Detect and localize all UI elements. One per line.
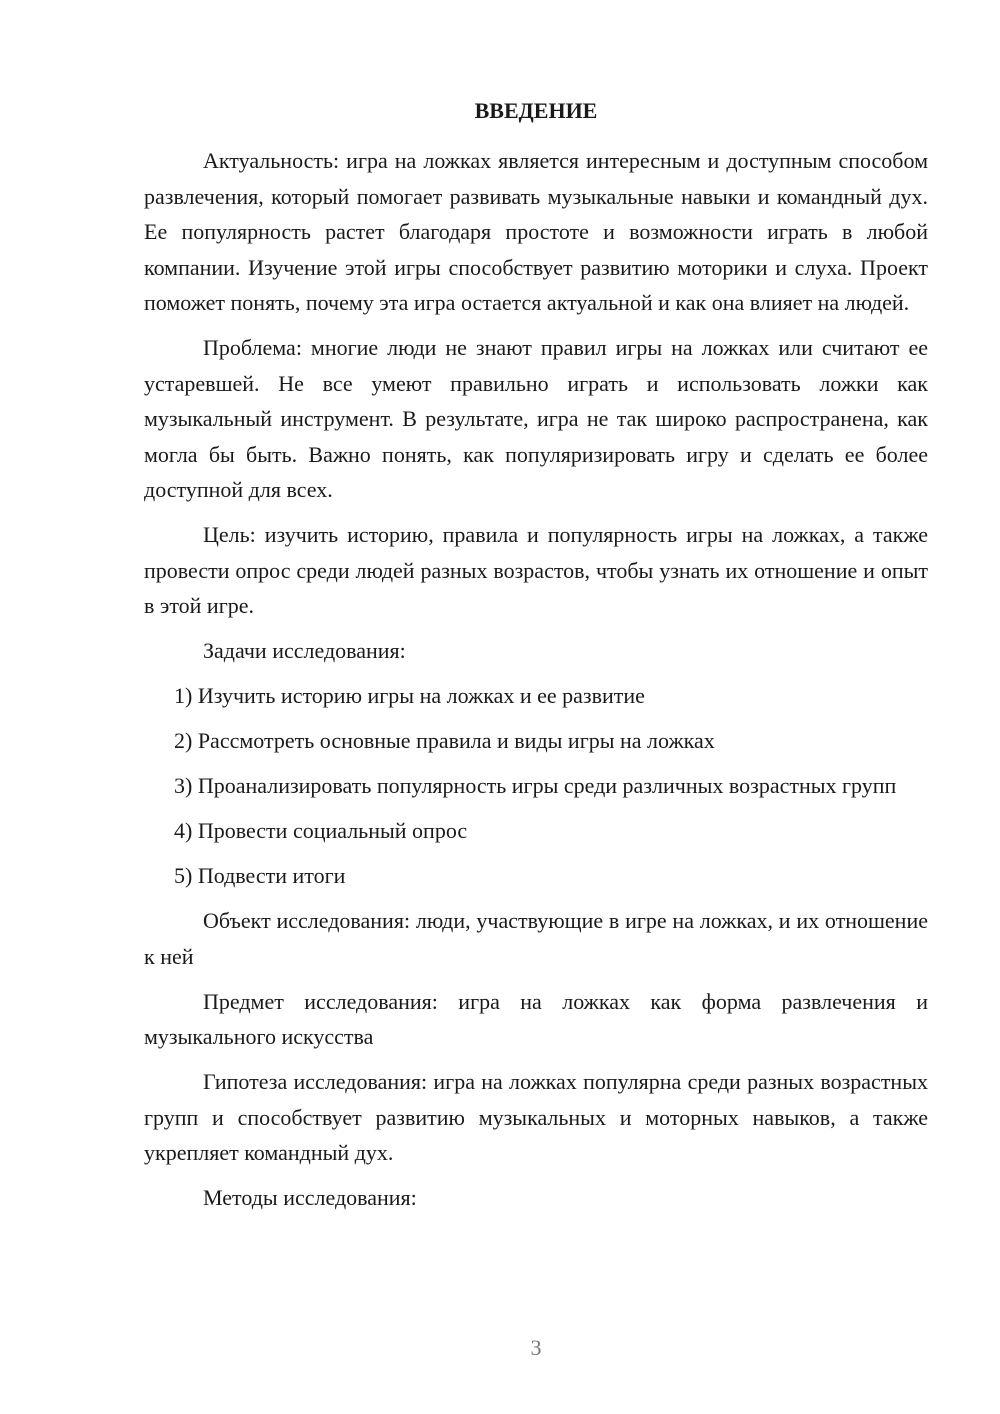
paragraph-tasks-heading: Задачи исследования: xyxy=(203,638,406,663)
paragraph-methods: Методы исследования: xyxy=(203,1185,417,1210)
task-item-5: 5) Подвести итоги xyxy=(174,863,346,888)
paragraph-object: Объект исследования: люди, участвующие в игре на ложках, и их отношение к ней xyxy=(144,908,928,969)
paragraph-problem: Проблема: многие люди не знают правил игры на ложках или считают ее устаревшей. Не все умеют правильно играть и использовать ложки как музыкальный инструмент. В результате, игра не так широко распространена, как могла бы быть. Важно понять, как популяризировать игру и сделать ее более доступной для всех. xyxy=(144,335,928,502)
paragraph-subject: Предмет исследования: игра на ложках как форма развлечения и музыкального искусства xyxy=(144,988,928,1049)
paragraph-relevance: Актуальность: игра на ложках является интересным и доступным способом развлечения, который помогает развивать музыкальные навыки и командный дух. Ее популярность растет благодаря простоте и возможности играть в любой компании. Изучение этой игры способствует развитию моторики и слуха. Проект поможет понять, почему эта игра остается актуальной и как она влияет на людей. xyxy=(144,148,928,315)
page-number: 3 xyxy=(530,1335,542,1360)
paragraph-hypothesis: Гипотеза исследования: игра на ложках популярна среди разных возрастных групп и способствует развитию музыкальных и моторных навыков, а также укрепляет командный дух. xyxy=(144,1069,928,1165)
task-item-3: 3) Проанализировать популярность игры среди различных возрастных групп xyxy=(174,773,897,798)
task-item-1: 1) Изучить историю игры на ложках и ее развитие xyxy=(174,683,645,708)
paragraph-goal: Цель: изучить историю, правила и популярность игры на ложках, а также провести опрос среди людей разных возрастов, чтобы узнать их отношение и опыт в этой игре. xyxy=(144,522,928,618)
page-title: ВВЕДЕНИЕ xyxy=(474,98,598,123)
task-item-2: 2) Рассмотреть основные правила и виды игры на ложках xyxy=(174,728,715,753)
task-item-4: 4) Провести социальный опрос xyxy=(174,818,468,843)
body-text xyxy=(144,143,928,1225)
